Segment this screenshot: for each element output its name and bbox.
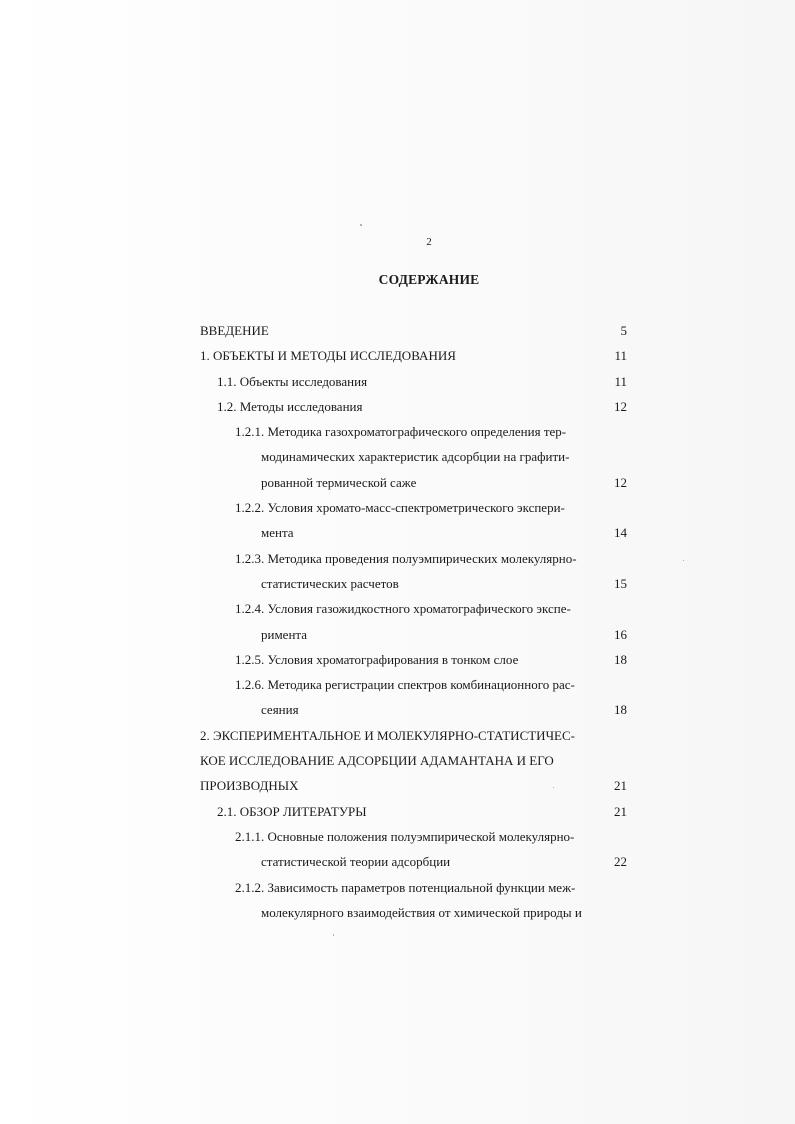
toc-entry-text: статистической теории адсорбции: [261, 854, 451, 870]
toc-entry-text: ВВЕДЕНИЕ: [200, 323, 269, 338]
toc-entry-text: 2. ЭКСПЕРИМЕНТАЛЬНОЕ И МОЛЕКУЛЯРНО-СТАТИСТИЧЕС-: [200, 727, 575, 743]
scan-speck: [553, 787, 554, 788]
toc-entry-introduction[interactable]: [200, 318, 627, 343]
toc-entry-text: 2.1.1. Основные положения полуэмпирической молекулярно-: [235, 828, 575, 844]
toc-entry-1-2-4[interactable]: [200, 596, 627, 621]
toc-entry-text: 1.2.3. Методика проведения полуэмпирических молекулярно-: [235, 550, 577, 566]
toc-entry-text: рованной термической саже: [261, 474, 417, 490]
toc-entry-1-2-3-cont[interactable]: [200, 571, 627, 596]
toc-entry-1-2-3[interactable]: [200, 546, 627, 571]
toc-entry-text: сеяния: [261, 702, 299, 718]
toc-entry-page: 14: [614, 525, 627, 541]
toc-entry-1-2-6-cont[interactable]: [200, 697, 627, 722]
toc-entry-page: 11: [614, 348, 627, 364]
scan-speck: [333, 934, 334, 936]
table-of-contents: [200, 318, 627, 925]
toc-entry-page: 5: [620, 323, 627, 338]
toc-entry-page: 12: [614, 474, 627, 490]
scan-speck: [683, 560, 684, 561]
toc-entry-page: 22: [614, 854, 627, 870]
toc-entry-1-2-6[interactable]: [200, 672, 627, 697]
toc-entry-page: 12: [614, 398, 627, 414]
toc-entry-2-1[interactable]: [200, 799, 627, 824]
toc-entry-page: 16: [614, 626, 627, 642]
toc-entry-text: ПРОИЗВОДНЫХ: [200, 778, 299, 794]
toc-entry-text: КОЕ ИССЛЕДОВАНИЕ АДСОРБЦИИ АДАМАНТАНА И ЕГО: [200, 753, 554, 769]
toc-entry-text: 1.1. Объекты исследования: [217, 373, 368, 389]
scan-speck: [360, 224, 362, 226]
toc-entry-chapter-1[interactable]: [200, 343, 627, 368]
toc-entry-1-2-2-cont[interactable]: [200, 520, 627, 545]
toc-entry-text: 1. ОБЪЕКТЫ И МЕТОДЫ ИССЛЕДОВАНИЯ: [200, 348, 456, 364]
toc-entry-1-2-1-cont[interactable]: [200, 444, 627, 469]
toc-entry-page: 18: [614, 651, 627, 667]
toc-entry-text: 1.2.5. Условия хроматографирования в тонком слое: [235, 651, 519, 667]
page-number: 2: [426, 236, 432, 248]
toc-entry-text: 1.2.2. Условия хромато-масс-спектрометрического экспери-: [235, 500, 565, 516]
toc-entry-1-2-2[interactable]: [200, 495, 627, 520]
toc-entry-chapter-2-cont[interactable]: [200, 773, 627, 798]
toc-entry-text: 1.2.1. Методика газохроматографического определения тер-: [235, 424, 567, 440]
toc-entry-text: 1.2.4. Условия газожидкостного хроматографического экспе-: [235, 601, 571, 617]
toc-entry-text: 1.2. Методы исследования: [217, 398, 363, 414]
toc-entry-text: 1.2.6. Методика регистрации спектров комбинационного рас-: [235, 677, 575, 693]
toc-entry-2-1-1-cont[interactable]: [200, 849, 627, 874]
toc-entry-1-2-1-cont[interactable]: [200, 470, 627, 495]
toc-entry-2-1-2-cont[interactable]: [200, 900, 627, 925]
toc-entry-1-2-4-cont[interactable]: [200, 622, 627, 647]
toc-entry-text: 2.1. ОБЗОР ЛИТЕРАТУРЫ: [217, 803, 367, 819]
toc-entry-chapter-2-cont[interactable]: [200, 748, 627, 773]
toc-entry-1-2-1[interactable]: [200, 419, 627, 444]
page-title: СОДЕРЖАНИЕ: [378, 272, 480, 287]
toc-entry-page: 11: [614, 373, 627, 389]
toc-entry-chapter-2[interactable]: [200, 723, 627, 748]
toc-entry-page: 21: [614, 778, 627, 794]
toc-entry-text: 2.1.2. Зависимость параметров потенциальной функции меж-: [235, 879, 576, 895]
toc-entry-1-2-5[interactable]: [200, 647, 627, 672]
toc-entry-1-2[interactable]: [200, 394, 627, 419]
toc-entry-page: 15: [614, 575, 627, 591]
toc-entry-text: мента: [261, 525, 294, 541]
toc-entry-text: статистических расчетов: [261, 575, 399, 591]
toc-entry-text: молекулярного взаимодействия от химической природы и: [261, 904, 582, 920]
toc-entry-1-1[interactable]: [200, 369, 627, 394]
toc-entry-text: модинамических характеристик адсорбции на графити-: [261, 449, 570, 465]
toc-entry-text: римента: [261, 626, 308, 642]
toc-entry-page: 18: [614, 702, 627, 718]
toc-entry-page: 21: [614, 803, 627, 819]
toc-entry-2-1-2[interactable]: [200, 875, 627, 900]
toc-entry-2-1-1[interactable]: [200, 824, 627, 849]
